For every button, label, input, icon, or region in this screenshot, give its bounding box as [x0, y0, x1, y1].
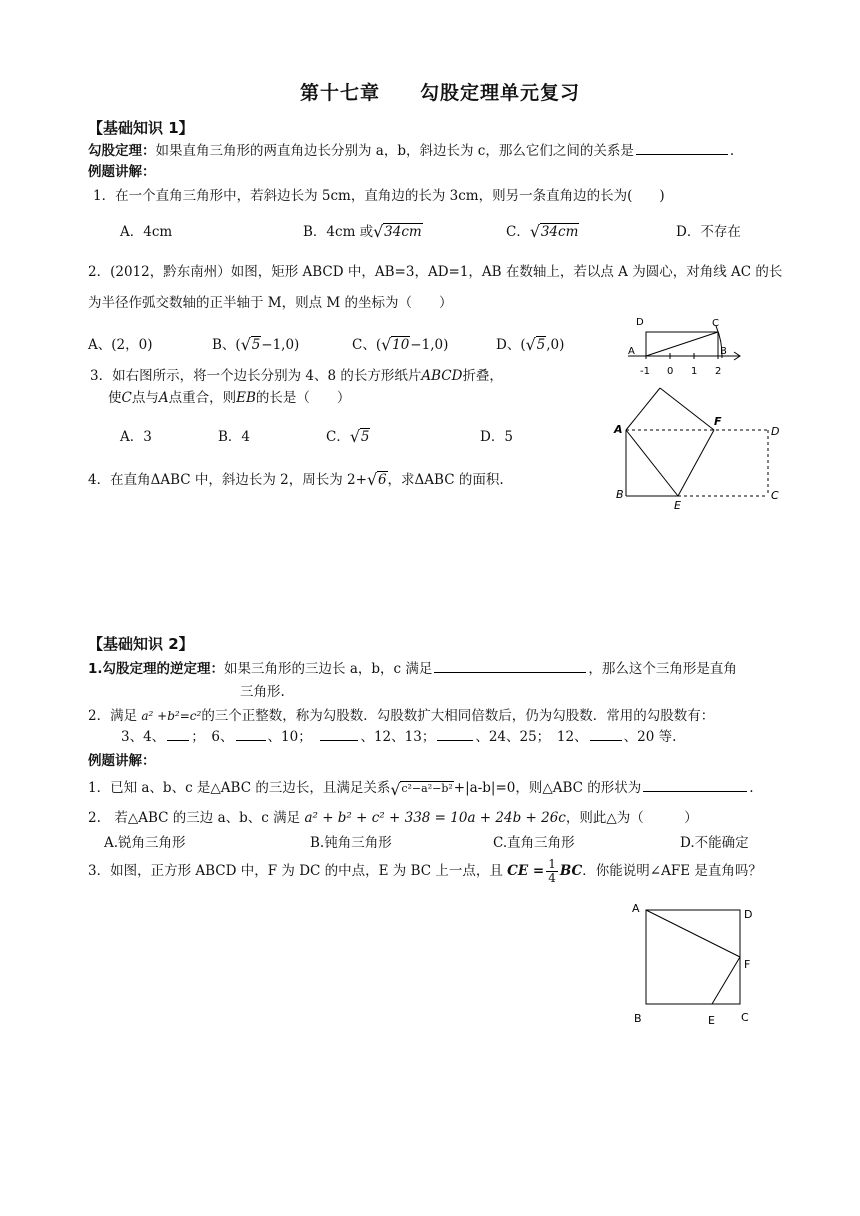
q3-text-c: 点重合，则 [168, 390, 237, 406]
q3-line-1-text: 3．如右图所示，将一个边长分别为 4、8 的长方形纸片 [90, 368, 422, 384]
q1-stem: 1．在一个直角三角形中，若斜边长为 5cm，直角边的长为 3cm，则另一条直角边的长为( ) [93, 188, 665, 204]
q3-text-b: 点与 [131, 390, 159, 406]
q1-option-c[interactable] [506, 220, 579, 240]
figure-square-abcd [624, 896, 764, 1032]
figure-number-line-rectangle [620, 312, 750, 382]
label-e: E [708, 1014, 715, 1027]
triple-item: 、10； [267, 729, 319, 745]
label-c: C [771, 489, 779, 502]
label-b: B [616, 488, 624, 501]
triple-item: 、24、25； 12、 [475, 729, 588, 745]
q2-option-c-radicand: 10 [392, 337, 410, 353]
q3-text-a: 使 [108, 390, 122, 406]
sqrt-symbol [242, 337, 262, 353]
theorem-answer-blank[interactable] [636, 140, 728, 155]
examples-label-1: 例题讲解： [88, 164, 156, 180]
q3-point-c: C [121, 390, 132, 406]
label-a: A [628, 346, 635, 357]
converse-line [88, 657, 737, 677]
segment-af [646, 910, 740, 957]
s2-q1-mid: +|a-b|=0，则△ABC 的形状为 [453, 780, 642, 796]
sqrt-symbol [527, 337, 547, 353]
q1-option-b-text: B．4cm 或 [303, 224, 374, 240]
triple-item: ； 6、 [191, 729, 234, 745]
s2-q1-answer-blank[interactable] [643, 777, 747, 792]
label-d: D [636, 317, 644, 328]
s2-q2-pre: 2. 若△ABC 的三边 a、b、c 满足 [88, 810, 301, 826]
s2-q2-option-b[interactable]: B.钝角三角形 [310, 835, 392, 851]
diagonal-ac [646, 332, 718, 356]
sqrt-symbol [351, 429, 371, 445]
q2-option-b-radicand: 5 [251, 337, 261, 353]
s2-q2-option-a[interactable]: A.锐角三角形 [104, 835, 186, 851]
label-f: F [744, 958, 751, 971]
triple-blank[interactable] [590, 726, 622, 741]
q2-option-d-radicand: 5 [536, 337, 546, 353]
q3-option-a[interactable]: A．3 [120, 429, 152, 445]
triple-item: 、20 等. [623, 729, 677, 745]
folded-edge-2 [660, 388, 714, 430]
segment-fe [712, 957, 740, 1004]
theorem-line: 勾股定理：如果直角三角形的两直角边长分别为 a，b，斜边长为 c，那么它们之间的关系是 . [88, 139, 734, 159]
q4-text-pre: 4．在直角ΔABC 中，斜边长为 2，周长为 2+ [88, 472, 367, 488]
theorem-text: 如果直角三角形的两直角边长分别为 a，b，斜边长为 c，那么它们之间的关系是 [155, 143, 634, 159]
q4-text-post: ，求ΔABC 的面积. [387, 472, 504, 488]
q3-option-c[interactable] [326, 425, 370, 445]
q3-rect-name: ABCD [421, 368, 463, 384]
sqrt-symbol [391, 782, 453, 795]
q1-option-b-radicand: 34cm [384, 224, 422, 240]
q2-option-c[interactable] [352, 333, 448, 353]
triples-line [88, 704, 714, 724]
q2-option-b-suffix: −1,0) [261, 337, 300, 353]
tick-label-2: 2 [715, 366, 722, 377]
q1-option-a[interactable]: A．4cm [120, 224, 173, 240]
s2-q2-equation: a² + b² + c² + 338 = 10a + 24b + 26c [304, 810, 566, 826]
label-b: B [634, 1012, 642, 1025]
q3-option-c-prefix: C． [326, 429, 350, 445]
triples-list [121, 725, 676, 745]
label-d: D [744, 908, 753, 921]
label-e: E [674, 499, 681, 512]
q3-option-c-radicand: 5 [360, 429, 370, 445]
q3-segment-eb: EB [236, 390, 256, 406]
q2-option-d[interactable] [496, 333, 564, 353]
s2-q3-lhs: CE = [507, 863, 545, 879]
fraction-one-quarter [546, 858, 558, 885]
label-a: A [632, 902, 640, 915]
triple-blank[interactable] [167, 726, 189, 741]
tick-label-0: 0 [667, 366, 674, 377]
fraction-denominator: 4 [548, 871, 556, 885]
sqrt-symbol [531, 224, 580, 240]
q3-option-b[interactable]: B．4 [218, 429, 251, 445]
triple-blank[interactable] [236, 726, 266, 741]
triple-item: 、12、13； [360, 729, 436, 745]
q2-option-d-prefix: D、( [496, 337, 526, 353]
q3-line-2 [108, 386, 350, 406]
q3-option-d[interactable]: D．5 [480, 429, 513, 445]
q3-text-d: 的长是（ ） [255, 390, 351, 406]
label-d: D [771, 425, 780, 438]
section-1-heading: 【基础知识 1】 [88, 119, 194, 137]
folded-edge-1 [626, 388, 660, 430]
sqrt-symbol [382, 337, 410, 353]
fraction-numerator: 1 [548, 857, 556, 871]
sqrt-symbol [374, 224, 423, 240]
q2-line-2: 为半径作弧交数轴的正半轴于 M，则点 M 的坐标为（ ） [88, 295, 453, 311]
q2-line-1: 2．(2012，黔东南州）如图，矩形 ABCD 中，AB=3，AD=1，AB 在数轴上，若以点 A 为圆心，对角线 AC 的长 [88, 264, 783, 280]
converse-line-2: 三角形. [240, 684, 285, 700]
section-2-heading: 【基础知识 2】 [88, 635, 194, 653]
label-b: B [720, 346, 727, 357]
q2-option-c-prefix: C、( [352, 337, 382, 353]
q3-line-1-tail: 折叠， [462, 368, 503, 384]
s2-q1-pre: 1．已知 a、b、c 是△ABC 的三边长，且满足关系 [88, 780, 391, 796]
s2-q3-rhs: BC [559, 863, 583, 879]
label-a: A [614, 423, 623, 436]
crease-ef [678, 430, 714, 496]
converse-label: 1.勾股定理的逆定理： [88, 661, 225, 677]
triples-text: 的三个正整数，称为勾股数．勾股数扩大相同倍数后，仍为勾股数．常用的勾股数有： [201, 708, 715, 724]
s2-q2-post: ，则此△为（ ） [565, 810, 698, 826]
q2-option-b-prefix: B、( [212, 337, 241, 353]
s2-q2-option-d[interactable]: D.不能确定 [680, 835, 749, 851]
tick-label-neg1: -1 [640, 366, 650, 377]
pythagorean-equation: a² +b²=c² [141, 709, 202, 723]
q1-option-c-text: C． [506, 224, 530, 240]
q2-option-b[interactable] [212, 333, 299, 353]
q4-radicand: 6 [377, 472, 387, 488]
q2-option-d-suffix: ,0) [546, 337, 565, 353]
theorem-label: 勾股定理： [88, 143, 156, 159]
q3-point-a: A [158, 390, 169, 406]
q1-option-b[interactable] [303, 220, 423, 240]
q1-option-d[interactable]: D．不存在 [676, 224, 741, 240]
q2-option-a[interactable]: A、(2，0) [88, 337, 153, 353]
s2-q1-post: . [749, 780, 754, 796]
sqrt-symbol [368, 472, 388, 488]
label-c: C [712, 318, 719, 329]
square-abcd [646, 910, 740, 1004]
q3-line-1 [90, 364, 503, 384]
label-c: C [741, 1011, 749, 1024]
s2-q3-pre: 3．如图，正方形 ABCD 中，F 为 DC 的中点，E 为 BC 上一点，且 [88, 863, 503, 879]
triple-item: 3、4、 [121, 729, 166, 745]
converse-answer-blank[interactable] [434, 658, 586, 673]
tick-label-1: 1 [691, 366, 698, 377]
s2-q3-post: ．你能说明∠AFE 是直角吗？ [582, 863, 762, 879]
examples-label-2: 例题讲解： [88, 753, 156, 769]
triples-prefix: 2．满足 [88, 708, 138, 724]
triple-blank[interactable] [437, 726, 473, 741]
segment-ae [626, 430, 678, 496]
s2-q2-stem [88, 806, 698, 826]
s2-q1-stem [88, 776, 754, 796]
s2-q2-option-c[interactable]: C.直角三角形 [493, 835, 575, 851]
converse-text: 如果三角形的三边长 a，b，c 满足 [224, 661, 433, 677]
triple-blank[interactable] [320, 726, 358, 741]
page-title: 第十七章 勾股定理单元复习 [300, 82, 581, 104]
s2-q1-radicand: c²−a²−b² [401, 782, 453, 795]
q2-option-c-suffix: −1,0) [410, 337, 449, 353]
s2-q3-stem [88, 858, 762, 885]
q1-option-c-radicand: 34cm [540, 224, 579, 240]
figure-folded-rectangle [608, 378, 788, 514]
q4-stem [88, 468, 504, 488]
label-f: F [714, 415, 722, 428]
converse-tail: ，那么这个三角形是直角 [588, 661, 737, 677]
